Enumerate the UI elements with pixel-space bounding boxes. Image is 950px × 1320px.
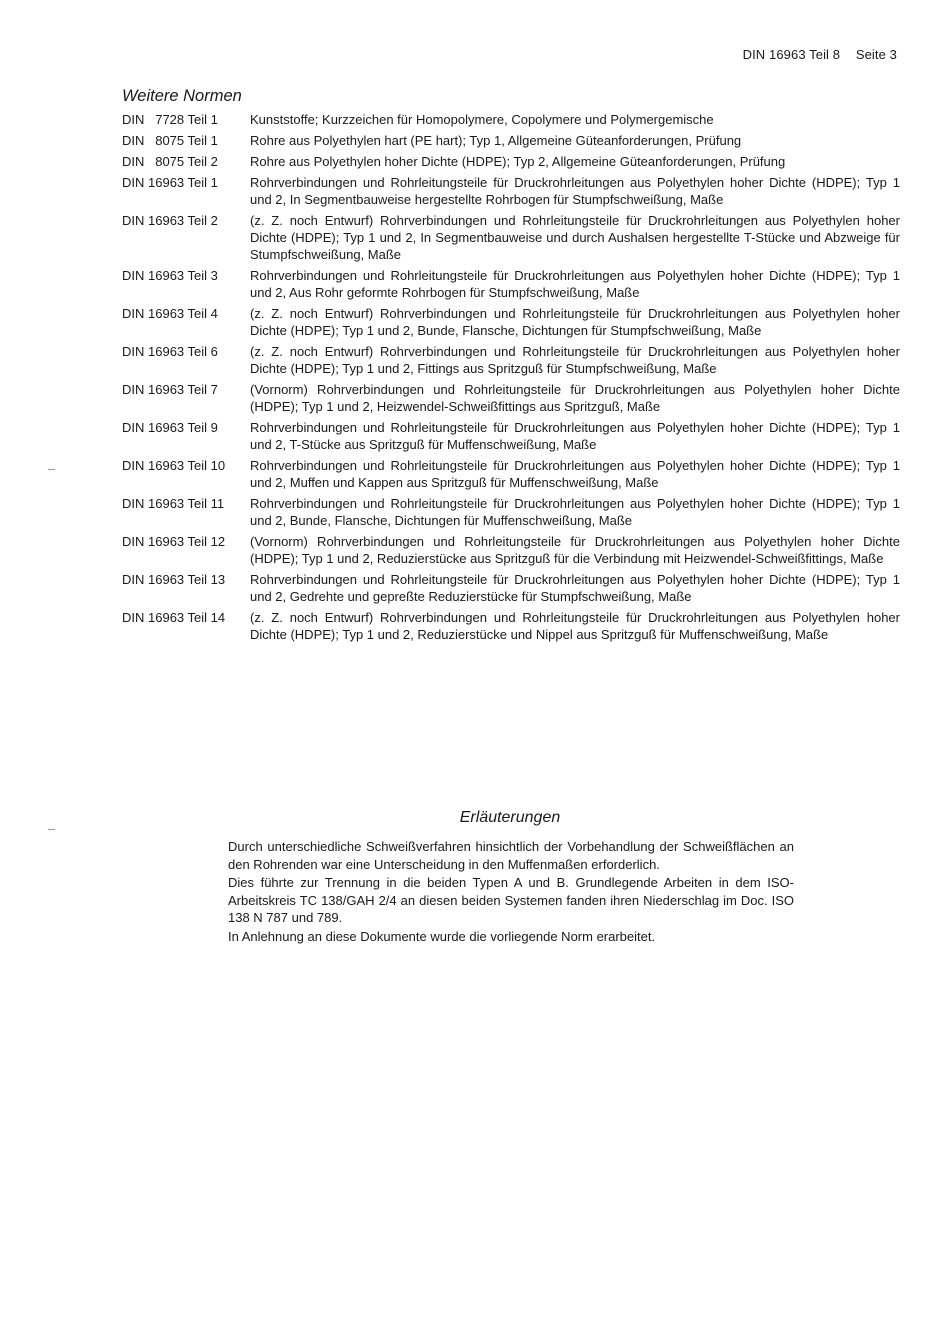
norm-description: (z. Z. noch Entwurf) Rohrverbindungen und Rohrleitungsteile für Druckrohrleitungen aus Polyethylen hoher Dichte (HDPE); Typ 1 und 2, Fittings aus Spritzguß für Stumpfschweißung, Maße [250,344,900,376]
norm-description: (z. Z. noch Entwurf) Rohrverbindungen und Rohrleitungsteile für Druckrohrleitungen aus Polyethylen hoher Dichte (HDPE); Typ 1 und 2, Reduzierstücke und Nippel aus Spritzguß für Muffenschweißung, Maße [250,610,900,642]
norm-reference: DIN 8075 Teil 2 [122,154,218,169]
norm-description: Rohrverbindungen und Rohrleitungsteile für Druckrohrleitungen aus Polyethylen hoher Dichte (HDPE); Typ 1 und 2, In Segmentbauweise hergestellte Rohrbogen für Stumpfschweißung, Maße [250,175,900,207]
norm-list-item [122,153,900,170]
further-norms-title: Weitere Normen [122,87,242,105]
margin-mark [48,469,55,470]
norm-description: Rohre aus Polyethylen hoher Dichte (HDPE); Typ 2, Allgemeine Güteanforderungen, Prüfung [250,154,786,169]
norm-reference: DIN 16963 Teil 3 [122,268,218,283]
norm-description: Rohre aus Polyethylen hart (PE hart); Typ 1, Allgemeine Güteanforderungen, Prüfung [250,133,742,148]
explanations-title: Erläuterungen [459,809,561,826]
norm-reference: DIN 16963 Teil 14 [122,610,226,625]
norm-reference: DIN 16963 Teil 11 [122,496,225,511]
norm-reference: DIN 8075 Teil 1 [122,133,218,148]
norm-description: Rohrverbindungen und Rohrleitungsteile für Druckrohrleitungen aus Polyethylen hoher Dichte (HDPE); Typ 1 und 2, Gedrehte und gepreßte Reduzierstücke für Stumpfschweißung, Maße [250,572,900,604]
page-header [743,47,897,62]
norm-reference: DIN 16963 Teil 4 [122,306,218,321]
explanation-paragraph: Dies führte zur Trennung in die beiden Typen A und B. Grundlegende Arbeiten in dem ISO-Arbeitskreis TC 138/GAH 2/4 an diesen beiden Systemen fanden ihren Niederschlag im Doc. ISO 138 N 787 und 789. [228,875,794,925]
norm-list-item [122,419,900,453]
norm-reference: DIN 16963 Teil 10 [122,458,226,473]
norm-list-item [122,212,900,263]
norm-list-item [122,111,900,128]
norm-list-item [122,305,900,339]
norm-description: (z. Z. noch Entwurf) Rohrverbindungen und Rohrleitungsteile für Druckrohrleitungen aus Polyethylen hoher Dichte (HDPE); Typ 1 und 2, Bunde, Flansche, Dichtungen für Stumpfschweißung, Maße [250,306,900,338]
norm-list-item [122,457,900,491]
norm-list-item [122,174,900,208]
norm-description: (Vornorm) Rohrverbindungen und Rohrleitungsteile für Druckrohrleitungen aus Polyethylen hoher Dichte (HDPE); Typ 1 und 2, Heizwendel-Schweißfittings aus Spritzguß, Maße [250,382,900,414]
norm-reference: DIN 16963 Teil 13 [122,572,226,587]
norm-list-item [122,533,900,567]
norm-list-item [122,343,900,377]
document-number: DIN 16963 Teil 8 [742,47,841,62]
norm-reference: DIN 16963 Teil 6 [122,344,218,359]
page-number: Seite 3 [855,47,897,62]
norm-description: Rohrverbindungen und Rohrleitungsteile für Druckrohrleitungen aus Polyethylen hoher Dichte (HDPE); Typ 1 und 2, Muffen und Kappen aus Spritzguß für Muffenschweißung, Maße [250,458,900,490]
norm-reference: DIN 16963 Teil 7 [122,382,218,397]
norm-reference: DIN 16963 Teil 2 [122,213,218,228]
norm-reference: DIN 16963 Teil 9 [122,420,218,435]
norm-list-item [122,267,900,301]
norm-reference: DIN 16963 Teil 1 [122,175,218,190]
margin-mark [48,829,55,830]
norm-list-item [122,381,900,415]
norm-reference: DIN 16963 Teil 12 [122,534,226,549]
norm-description: Kunststoffe; Kurzzeichen für Homopolymere, Copolymere und Polymergemische [250,112,714,127]
norm-list-item [122,495,900,529]
further-norms-list [122,111,900,647]
explanation-paragraph: In Anlehnung an diese Dokumente wurde die vorliegende Norm erarbeitet. [228,928,656,944]
explanation-paragraph: Durch unterschiedliche Schweißverfahren hinsichtlich der Vorbehandlung der Schweißflächen an den Rohrenden war eine Unterscheidung in den Muffenmaßen erforderlich. [228,839,794,872]
norm-description: (Vornorm) Rohrverbindungen und Rohrleitungsteile für Druckrohrleitungen aus Polyethylen hoher Dichte (HDPE); Typ 1 und 2, Reduzierstücke aus Spritzguß für die Verbindung mit Heizwendel-Schweißfittings, Maße [250,534,900,566]
norm-reference: DIN 7728 Teil 1 [122,112,218,127]
norm-description: Rohrverbindungen und Rohrleitungsteile für Druckrohrleitungen aus Polyethylen hoher Dichte (HDPE); Typ 1 und 2, Aus Rohr geformte Rohrbogen für Stumpfschweißung, Maße [250,268,900,300]
norm-description: Rohrverbindungen und Rohrleitungsteile für Druckrohrleitungen aus Polyethylen hoher Dichte (HDPE); Typ 1 und 2, Bunde, Flansche, Dichtungen für Muffenschweißung, Maße [250,496,900,528]
norm-list-item [122,132,900,149]
norm-description: (z. Z. noch Entwurf) Rohrverbindungen und Rohrleitungsteile für Druckrohrleitungen aus Polyethylen hoher Dichte (HDPE); Typ 1 und 2, In Segmentbauweise und durch Aushalsen hergestellte T-Stücke und Abzweige für Stumpfschweißung, Maße [250,213,900,262]
norm-list-item [122,571,900,605]
norm-list-item [122,609,900,643]
explanations-body [228,838,794,946]
norm-description: Rohrverbindungen und Rohrleitungsteile für Druckrohrleitungen aus Polyethylen hoher Dichte (HDPE); Typ 1 und 2, T-Stücke aus Spritzguß für Muffenschweißung, Maße [250,420,900,452]
